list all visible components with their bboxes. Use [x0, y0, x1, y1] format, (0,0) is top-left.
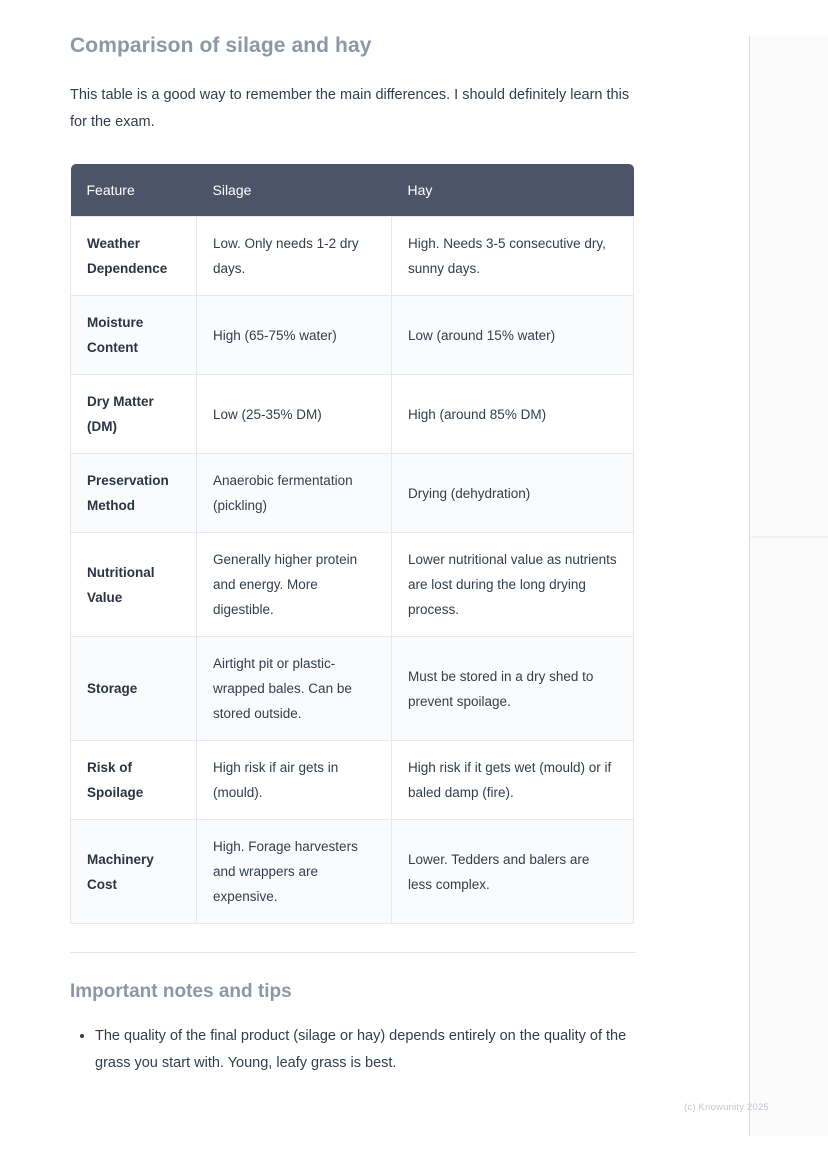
cell-feature: Machinery Cost — [71, 820, 197, 924]
cell-hay: Drying (dehydration) — [392, 454, 634, 533]
document-content — [70, 32, 635, 1085]
table-row — [71, 296, 634, 375]
cell-silage: High. Forage harvesters and wrappers are expensive. — [197, 820, 392, 924]
table-row — [71, 375, 634, 454]
cell-feature: Dry Matter (DM) — [71, 375, 197, 454]
cell-hay: High risk if it gets wet (mould) or if baled damp (fire). — [392, 741, 634, 820]
notes-list — [70, 1023, 635, 1077]
cell-feature: Preservation Method — [71, 454, 197, 533]
cell-hay: Lower. Tedders and balers are less complex. — [392, 820, 634, 924]
cell-hay: Must be stored in a dry shed to prevent spoilage. — [392, 637, 634, 741]
intro-paragraph: This table is a good way to remember the main differences. I should definitely learn this for the exam. — [70, 87, 630, 130]
cell-feature: Moisture Content — [71, 296, 197, 375]
table-header-row — [71, 164, 634, 217]
cell-silage: High (65-75% water) — [197, 296, 392, 375]
column-header-feature: Feature — [71, 164, 197, 217]
table-row — [71, 217, 634, 296]
cell-silage: Anaerobic fermentation (pickling) — [197, 454, 392, 533]
cell-feature: Risk of Spoilage — [71, 741, 197, 820]
comparison-table — [70, 164, 634, 924]
cell-hay: Low (around 15% water) — [392, 296, 634, 375]
cell-hay: High. Needs 3-5 consecutive dry, sunny days. — [392, 217, 634, 296]
table-row — [71, 741, 634, 820]
scrollbar-thumb[interactable] — [751, 536, 828, 538]
list-item: • The quality of the final product (silage or hay) depends entirely on the quality of the grass you start with. Young, leafy grass is best. — [95, 1023, 635, 1077]
table-row — [71, 820, 634, 924]
table-row — [71, 533, 634, 637]
scrollbar-track[interactable] — [749, 36, 828, 1136]
page-title: Comparison of silage and hay — [70, 34, 372, 57]
cell-feature: Nutritional Value — [71, 533, 197, 637]
table-row — [71, 454, 634, 533]
cell-feature: Storage — [71, 637, 197, 741]
table-header — [71, 164, 634, 217]
cell-silage: Low. Only needs 1-2 dry days. — [197, 217, 392, 296]
cell-feature: Weather Dependence — [71, 217, 197, 296]
cell-hay: High (around 85% DM) — [392, 375, 634, 454]
cell-silage: High risk if air gets in (mould). — [197, 741, 392, 820]
notes-title: Important notes and tips — [70, 981, 292, 1002]
table-row — [71, 637, 634, 741]
cell-silage: Low (25-35% DM) — [197, 375, 392, 454]
cell-hay: Lower nutritional value as nutrients are lost during the long drying process. — [392, 533, 634, 637]
table-body — [71, 217, 634, 924]
section-divider — [70, 952, 636, 953]
cell-silage: Airtight pit or plastic-wrapped bales. Can be stored outside. — [197, 637, 392, 741]
column-header-hay: Hay — [392, 164, 634, 217]
column-header-silage: Silage — [197, 164, 392, 217]
watermark: (c) Knowunity 2025 — [684, 1102, 769, 1113]
cell-silage: Generally higher protein and energy. More digestible. — [197, 533, 392, 637]
